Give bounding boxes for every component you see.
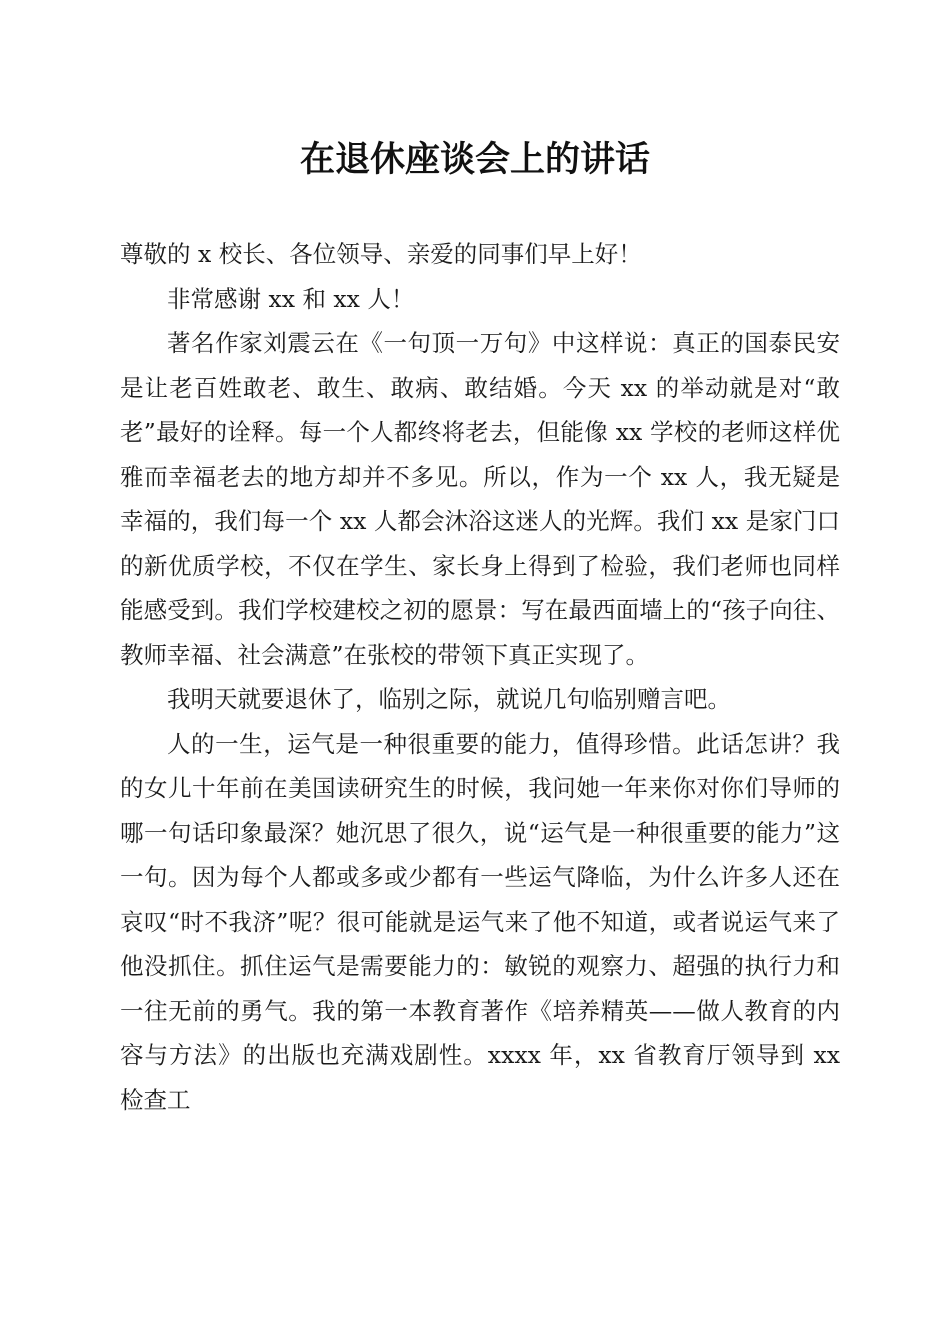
document-title: 在退休座谈会上的讲话 — [299, 139, 650, 180]
paragraph-luck: 人的一生，运气是一种很重要的能力，值得珍惜。此话怎讲？我的女儿十年前在美国读研究生的时候，我问她一年来你对你们导师的哪一句话印象最深？她沉思了很久，说“运气是一种很重要的能力”这一句。因为每个人都或多或少都有一些运气降临，为什么许多人还在哀叹“时不我济”呢？很可能就是运气来了他不知道，或者说运气来了他没抓住。抓住运气是需要能力的：敏锐的观察力、超强的执行力和一往无前的勇气。我的第一本教育著作《培养精英——做人教育的内容与方法》的出版也充满戏剧性。xxxx 年，xx 省教育厅领导到 xx 检查工 — [120, 729, 840, 1114]
paragraph-farewell: 我明天就要退休了，临别之际，就说几句临别赠言吧。 — [167, 685, 731, 713]
document-body — [120, 232, 840, 1122]
salutation: 尊敬的 x 校长、各位领导、亲爱的同事们早上好！ — [120, 240, 642, 268]
paragraph-thanks: 非常感谢 xx 和 xx 人！ — [167, 284, 415, 313]
paragraph-quote: 著名作家刘震云在《一句顶一万句》中这样说：真正的国泰民安是让老百姓敢老、敢生、敢病、敢结婚。今天 xx 的举动就是对“敢老”最好的诠释。每一个人都终将老去，但能像 xx 学校的老师这样优雅而幸福老去的地方却并不多见。所以，作为一个 xx 人，我无疑是幸福的，我们每一个 xx 人都会沐浴这迷人的光辉。我们 xx 是家门口的新优质学校，不仅在学生、家长身上得到了检验，我们老师也同样能感受到。我们学校建校之初的愿景：写在最西面墙上的“孩子向往、教师幸福、社会满意”在张校的带领下真正实现了。 — [120, 329, 840, 669]
